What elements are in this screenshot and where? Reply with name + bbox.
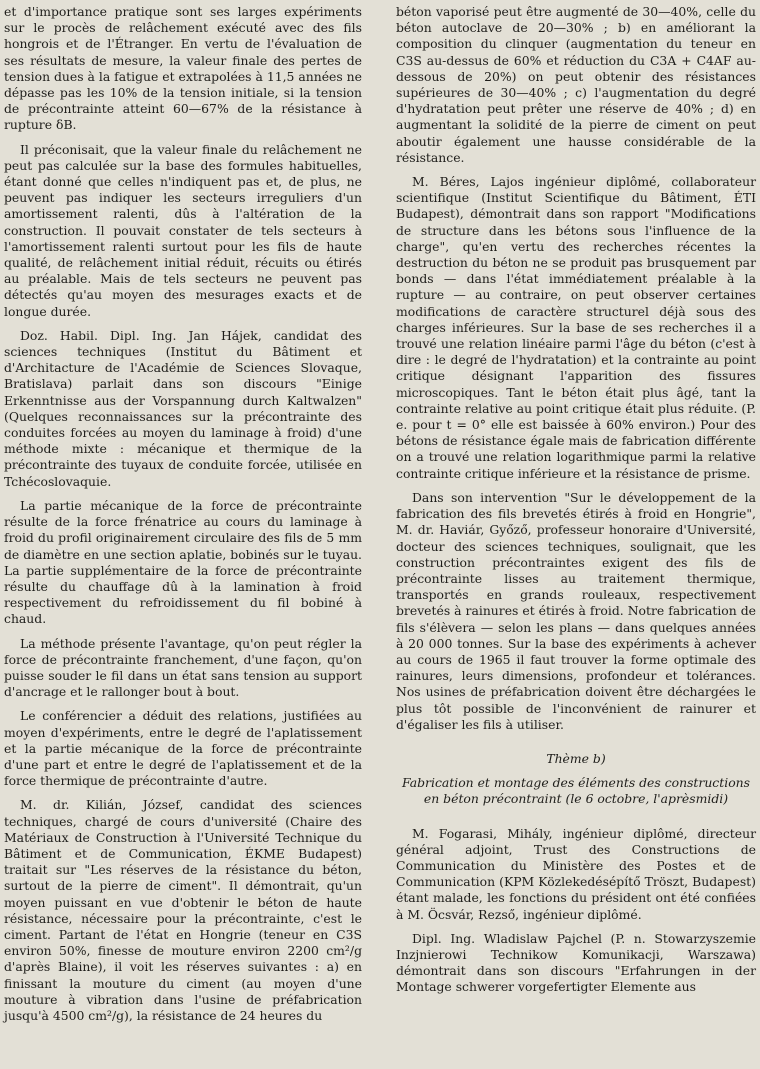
paragraph: M. dr. Kilián, József, candidat des sciences techniques, chargé de cours d'université (Chaire des Matériaux de Construction à l'Université Technique du Bâtiment et de Communication, ÉKME Budapest) traitait sur "Les réserves de la résistance du béton, surtout de la pierre de ciment". Il démontrait, qu'un moyen puissant en vue d'obtenir le béton de haute résistance, nécessaire pour la précontrainte, c'est le ciment. Partant de l'état en Hongrie (teneur en C3S environ 50%, finesse de mouture environ 2200 cm²/g d'après Blaine), il voit les réserves suivantes : a) en finissant la mouture du ciment (au moyen d'une mouture à vibration dans l'usine de préfabrication jusqu'à 4500 cm²/g), la résistance de 24 heures du	[4, 797, 362, 1023]
paragraph: M. Béres, Lajos ingénieur diplômé, collaborateur scientifique (Institut Scientifique du Bâtiment, ÉTI Budapest), démontrait dans son rapport "Modifications de structure dans les bétons sous l'influence de la charge", qu'en vertu des recherches récentes la destruction du béton ne se produit pas brusquement par bonds — dans l'état immédiatement préalable à la rupture — au contraire, on peut observer certaines modifications de caractère structurel déjà sous des charges inférieures. Sur la base de ses recherches il a trouvé une relation linéaire parmi l'âge du béton (c'est à dire : le degré de l'hydratation) et la contrainte au point critique désignant l'apparition des fissures microscopiques. Tant le béton était plus âgé, tant la contrainte relative au point critique était plus réduite. (P. e. pour t = 0° elle est baissée à 60% environ.) Pour des bétons de résistance égale mais de fabrication différente on a trouvé une relation logarithmique parmi la relative contrainte critique inférieure et la résistance de prisme.	[396, 174, 756, 481]
paragraph: et d'importance pratique sont ses larges expériments sur le procès de relâchement exécuté avec des fils hongrois et de l'Étranger. En vertu de l'évaluation de ses résultats de mesure, la valeur finale des pertes de tension dues à la fatigue et extrapolées à 11,5 années ne dépasse pas les 10% de la tension initiale, si la tension de précontrainte atteint 60—67% de la résistance à rupture δB.	[4, 4, 362, 133]
paragraph: Il préconisait, que la valeur finale du relâchement ne peut pas calculée sur la base des formules habituelles, étant donné que celles n'indiquent pas et, de plus, ne peuvent pas indiquer les secteurs irreguliers d'un amortissement ralenti, dûs à l'altération de la construction. Il pouvait constater de tels secteurs à l'amortissement ralenti surtout pour les fils de haute qualité, de relâchement initial réduit, récuits ou étirés au préalable. Mais de tels secteurs ne peuvent pas détectés qu'au moyen des mesurages exacts et de longue durée.	[4, 141, 362, 319]
paragraph: Doz. Habil. Dipl. Ing. Jan Hájek, candidat des sciences techniques (Institut du Bâtiment et d'Architacture de l'Académie de Sciences Slovaque, Bratislava) parlait dans son discours "Einige Erkenntnisse aus der Vorspannung durch Kaltwalzen" (Quelques reconnaissances sur la précontrainte des conduites forcées au moyen du laminage à froid) d'une méthode mixte : mécanique et thermique de la précontrainte des tuyaux de conduite forcée, utilisée en Tchécoslovaquie.	[4, 327, 362, 489]
paragraph: La partie mécanique de la force de précontrainte résulte de la force frénatrice au cours du laminage à froid du profil originairement circulaire des fils de 5 mm de diamètre en une section aplatie, bobinés sur le tuyau. La partie supplémentaire de la force de précontrainte résulte du chauffage dû à la lamination à froid respectivement du refroidissement du fil bobiné à chaud.	[4, 497, 362, 627]
theme-subtitle: Fabrication et montage des éléments des constructions en béton précontraint (le 6 octobre, l'aprèsmidi)	[401, 775, 750, 807]
paragraph: La méthode présente l'avantage, qu'on peut régler la force de précontrainte franchement, d'une façon, qu'on puisse souder le fil dans un état sans tension au support d'ancrage et le rallonger bout à bout.	[4, 635, 362, 700]
paragraph: Dans son intervention "Sur le développement de la fabrication des fils brevetés étirés à froid en Hongrie", M. dr. Haviár, Győző, professeur honoraire d'Université, docteur des sciences techniques, soulignait, que les construction précontraintes exigent des fils de précontrainte lisses au traitement thermique, transportés en grands rouleaux, respectivement brevetés à rainures et étirés à froid. Notre fabrication de fils s'élèvera — selon les plans — dans quelques années à 20 000 tonnes. Sur la base des expériments à achever au cours de 1965 il faut trouver la forme optimale des rainures, leurs dimensions, profondeur et tolérances. Nos usines de préfabrication doivent être déchargées le plus tôt possible de l'inconvénient de rainurer et d'égaliser les fils à utiliser.	[396, 489, 756, 732]
paragraph: M. Fogarasi, Mihály, ingénieur diplômé, directeur général adjoint, Trust des Constructions de Communication du Ministère des Postes et de Communication (KPM Közlekedésépítő Tröszt, Budapest) étant malade, les fonctions du président ont été confiées à M. Öcsvár, Rezső, ingénieur diplômé.	[396, 825, 756, 922]
right-column	[396, 4, 756, 1004]
paragraph: béton vaporisé peut être augmenté de 30—40%, celle du béton autoclave de 20—30% ; b) en améliorant la composition du clinquer (augmentation du teneur en C3S au-dessus de 60% et réduction du C3A + C4AF au-dessous de 20%) on peut obtenir des résistances supérieures de 30—40% ; c) l'augmentation du degré d'hydratation peut prêter une réserve de 40% ; d) en augmentant la solidité de la pierre de ciment on peut aboutir également une hausse considérable de la résistance.	[396, 4, 756, 165]
paragraph: Le conférencier a déduit des relations, justifiées au moyen d'expériments, entre le degré de l'aplatissement et la partie mécanique de la force de précontrainte d'une part et entre le degré de l'aplatissement et de la force thermique de précontrainte d'autre.	[4, 708, 362, 789]
paragraph: Dipl. Ing. Wladislaw Pajchel (P. n. Stowarzyszemie Inzjnierowi Technikow Komunikacji, Warszawa) démontrait dans son discours "Erfahrungen in der Montage schwerer vorgefertigter Elemente aus	[396, 930, 756, 995]
theme-heading: Thème b)	[546, 750, 606, 766]
left-column	[4, 4, 362, 1032]
